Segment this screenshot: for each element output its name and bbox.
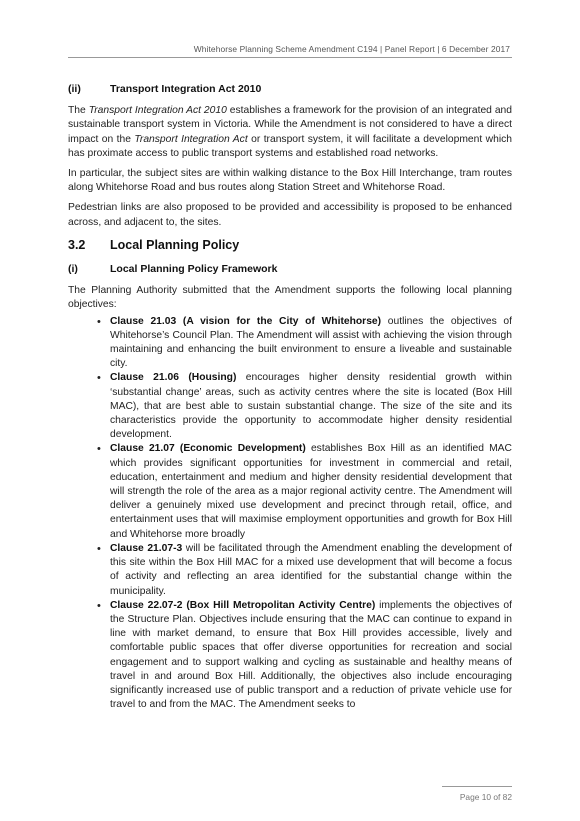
heading-title: Transport Integration Act 2010 [110, 83, 262, 95]
heading-title: Local Planning Policy Framework [110, 263, 278, 276]
heading-lppf [68, 262, 512, 276]
heading-transport-act [68, 82, 512, 96]
paragraph-planning-authority: The Planning Authority submitted that the Amendment supports the following local planning objectives: [68, 285, 512, 311]
list-item [110, 599, 512, 713]
heading-number: (i) [68, 263, 78, 276]
clause-text: encourages higher density residential growth within ‘substantial change’ areas, such as activity centres where the site is located (Box Hill MAC), that are best able to sustain substantial change. The size of the site and its characteristics provide the opportunity to accommodate higher density residential development. [110, 372, 512, 441]
paragraph-sites-access: In particular, the subject sites are within walking distance to the Box Hill Interchange, tram routes along Whitehorse Road and bus routes along Station Street and Whitehorse Road. [68, 168, 512, 194]
footer-rule [442, 786, 512, 787]
italic-act-name: Transport Integration Act 2010 [88, 105, 227, 117]
clause-label: Clause 21.07-3 [110, 542, 183, 554]
clause-text: will be facilitated through the Amendment enabling the development of this site within the Box Hill MAC for a mixed use development that will become a focus of activity and reflecting an area identified for the substantial change within the municipality. [110, 542, 512, 597]
list-item [110, 542, 512, 599]
clause-label: Clause 21.06 (Housing) [110, 372, 237, 384]
list-item [110, 371, 512, 442]
text-run: The [68, 105, 89, 117]
clause-text: establishes Box Hill as an identified MAC which provides significant opportunities for investment in commercial and retail, education, entertainment and medium and higher density residential development that will strength the role of the area as a major regional activity centre. The Amendment will deliver a genuinely mixed use development and precinct through retail, office, and entertainment uses that will maximise employment opportunities and growth for Box Hill and Whitehorse more broadly [110, 443, 512, 540]
paragraph-pedestrian-links: Pedestrian links are also proposed to be provided and accessibility is proposed to be enhanced across, and adjacent to, the sites. [68, 202, 512, 228]
list-item [110, 442, 512, 541]
italic-act-name: Transport Integration Act [134, 133, 248, 145]
heading-local-planning-policy [68, 238, 512, 252]
page-content [68, 82, 512, 712]
clause-label: Clause 21.03 (A vision for the City of Whitehorse) [110, 315, 382, 327]
clause-text: implements the objectives of the Structure Plan. Objectives include ensuring that the MAC can continue to expand in line with market demand, to ensure that Box Hill provides accessible, lively and comfortable public spaces that offer diverse opportunities for recreation and social engagement and to support walking and cycling as sustainable and healthy means of travel in and around Box Hill. Additionally, the objectives also include encouraging significantly increased use of public transport and a reduction of private vehicle use for travel to and from the MAC. The Amendment seeks to [110, 599, 513, 711]
heading-number: 3.2 [68, 237, 86, 252]
clause-text: outlines the objectives of Whitehorse’s Council Plan. The Amendment will assist with achieving the vision through maintaining and enhancing the built environment to ensure a liveable and sustainable city. [110, 315, 512, 370]
clause-label: Clause 22.07-2 (Box Hill Metropolitan Activity Centre) [110, 599, 376, 611]
clause-label: Clause 21.07 (Economic Development) [110, 443, 306, 455]
text-run: establishes a framework for the provision of an integrated and sustainable transport system in Victoria. While the Amendment is not considered to have a direct impact on the [68, 105, 513, 145]
paragraph-transport-act [68, 104, 512, 161]
header-rule [68, 57, 512, 58]
list-item [110, 315, 512, 372]
objectives-list [68, 315, 512, 713]
text-run: or transport system, it will facilitate a development which has proximate access to public transport systems and established road networks. [68, 133, 512, 159]
heading-title: Local Planning Policy [110, 237, 240, 252]
heading-number: (ii) [68, 83, 81, 95]
page-header: Whitehorse Planning Scheme Amendment C194 | Panel Report | 6 December 2017 [193, 44, 510, 54]
page-number: Page 10 of 82 [459, 792, 512, 802]
